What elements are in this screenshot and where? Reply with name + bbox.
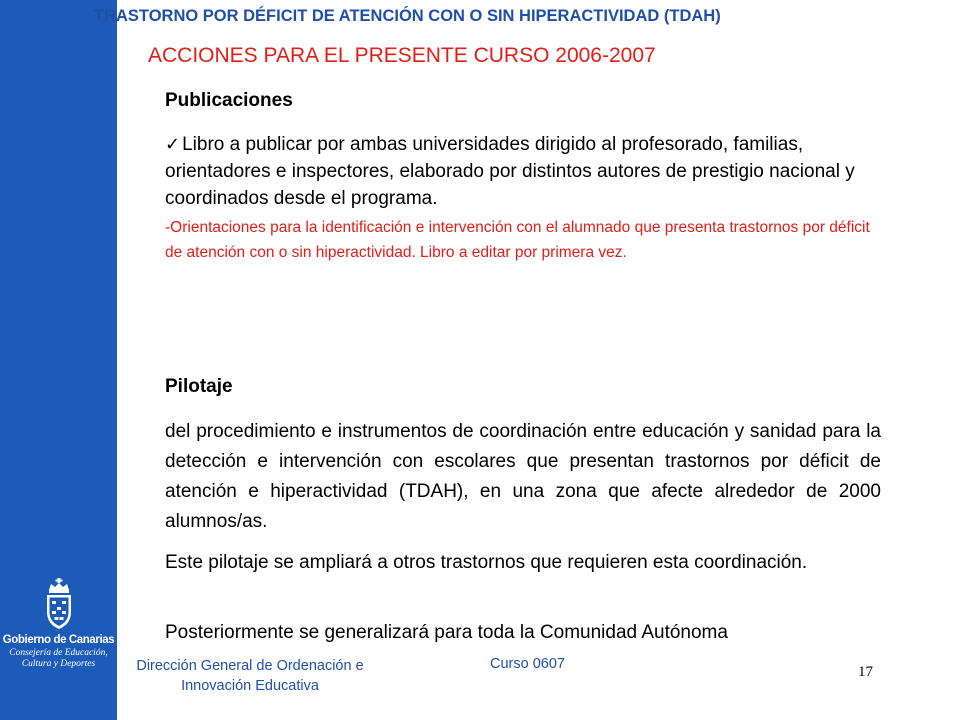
- section-subtitle: ACCIONES PARA EL PRESENTE CURSO 2006-2007: [148, 44, 656, 67]
- left-sidebar-band: [0, 0, 117, 720]
- publicaciones-text: Libro a publicar por ambas universidades dirigido al profesorado, familias, orientadores e inspectores, elaborado por distintos autores de prestigio nacional y coordinados desde el programa.: [165, 134, 855, 209]
- footer-organization-line1: Dirección General de Ordenación e: [136, 658, 364, 674]
- footer-organization-line2: Innovación Educativa: [181, 678, 319, 694]
- logo-name: Gobierno de Canarias: [2, 634, 115, 646]
- coat-of-arms-icon: [42, 578, 76, 630]
- logo-dept: [0, 648, 117, 670]
- document-title: [0, 7, 960, 31]
- logo-dept-line2: Cultura y Deportes: [21, 659, 96, 669]
- gobierno-canarias-logo: [0, 578, 117, 688]
- footer-course: Curso 0607: [490, 656, 565, 672]
- pilotaje-paragraph-1: del procedimiento e instrumentos de coordinación entre educación y sanidad para la detección e intervención con escolares que presentan trastornos por déficit de atención e hiperactividad (TDAH), en una zona que afecte alrededor de 2000 alumnos/as.: [165, 421, 881, 532]
- footer-organization: [120, 656, 380, 696]
- pilotaje-heading: Pilotaje: [165, 376, 233, 397]
- logo-dept-line1: Consejería de Educación,: [9, 648, 108, 658]
- pilotaje-paragraph-3: Posteriormente se generalizará para toda la Comunidad Autónoma: [165, 622, 728, 643]
- publicaciones-body: [165, 131, 881, 212]
- page-number: 17: [858, 664, 873, 680]
- document-title-text: TRASTORNO POR DÉFICIT DE ATENCIÓN CON O SIN HIPERACTIVIDAD (TDAH): [94, 7, 721, 25]
- pilotaje-paragraph-2: Este pilotaje se ampliará a otros trastornos que requieren esta coordinación.: [165, 552, 808, 573]
- publicaciones-heading: Publicaciones: [165, 90, 293, 111]
- checkmark-icon: ✓: [165, 134, 181, 154]
- publicaciones-note: -Orientaciones para la identificación e intervención con el alumnado que presenta trastornos por déficit de atención con o sin hiperactividad. Libro a editar por primera vez.: [165, 219, 870, 261]
